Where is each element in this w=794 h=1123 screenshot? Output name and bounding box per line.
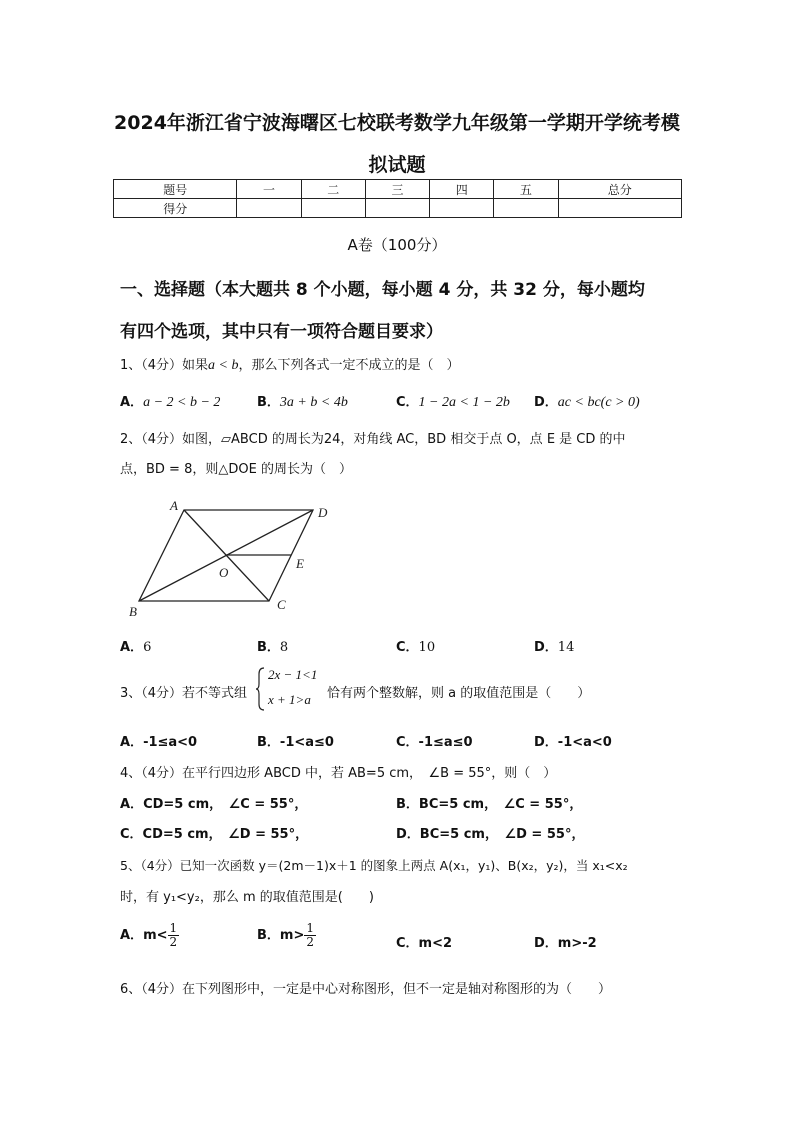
option-text: m< [143, 928, 168, 943]
option-label: B． [257, 640, 280, 655]
option-label: B． [257, 928, 280, 943]
option-label: D． [534, 640, 558, 655]
score-header-cell: 题号 [114, 180, 237, 199]
option-text: ac < bc(c > 0) [557, 395, 640, 410]
question-6-stem: 6、（4分）在下列图形中，一定是中心对称图形，但不一定是轴对称图形的为（ ） [120, 982, 612, 997]
option-text: 1 − 2a < 1 − 2b [418, 395, 510, 410]
option-text: m>-2 [557, 936, 597, 951]
option-label: A． [120, 735, 144, 750]
q4-option-c[interactable] [120, 823, 308, 842]
q2-option-c[interactable] [396, 636, 435, 655]
option-text: 14 [557, 640, 575, 655]
option-label: C． [396, 395, 419, 410]
option-label: C． [396, 735, 419, 750]
page-title-line2: 拟试题 [368, 154, 426, 176]
score-table [113, 179, 682, 218]
question-1-stem [120, 354, 460, 374]
point-label-o: O [219, 565, 229, 580]
q4-option-d[interactable] [396, 823, 584, 842]
option-label: D． [534, 735, 558, 750]
q1-option-d[interactable] [534, 391, 640, 411]
score-cell[interactable] [558, 199, 681, 218]
q3-option-c[interactable] [396, 731, 473, 750]
q5-option-d[interactable] [534, 932, 597, 951]
question-5-stem-line2: 时，有 y₁<y₂，那么 m 的取值范围是( ) [120, 890, 374, 905]
option-label: C． [396, 640, 419, 655]
option-label: A． [120, 640, 144, 655]
score-header-cell: 二 [301, 180, 365, 199]
option-text: 3a + b < 4b [279, 395, 348, 410]
option-label: C． [396, 936, 419, 951]
q1-option-b[interactable] [257, 391, 348, 411]
question-4-stem: 4、（4分）在平行四边形 ABCD 中，若 AB=5 cm， ∠B = 55°，则（ ） [120, 766, 557, 781]
question-2-stem-line2: 点，BD = 8，则△DOE 的周长为（ ） [120, 462, 352, 477]
option-text: 6 [143, 640, 152, 655]
q3-inequality-2: x + 1>a [268, 692, 311, 707]
q1-option-c[interactable] [396, 391, 510, 411]
point-label-a: A [170, 498, 178, 513]
option-text: -1<a≤0 [279, 735, 334, 750]
volume-heading: A卷（100分） [347, 236, 447, 254]
score-header-cell: 五 [494, 180, 558, 199]
option-text: CD=5 cm， ∠D = 55°， [142, 827, 309, 842]
fraction-denominator: 2 [169, 935, 178, 949]
q5-option-b[interactable] [257, 922, 316, 949]
section-heading: 一、选择题（本大题共 8 个小题，每小题 4 分，共 32 分，每小题均 [120, 280, 645, 300]
fraction-numerator: 1 [306, 921, 315, 935]
score-table-header [114, 180, 682, 199]
option-label: B． [257, 735, 280, 750]
score-cell[interactable] [430, 199, 494, 218]
option-label: A． [120, 797, 144, 812]
option-label: A． [120, 395, 144, 410]
q3-option-a[interactable] [120, 731, 197, 750]
score-table-row [114, 199, 682, 218]
score-row-label: 得分 [114, 199, 237, 218]
option-label: D． [534, 395, 558, 410]
q5-option-a[interactable] [120, 922, 179, 949]
option-text: -1≤a≤0 [418, 735, 473, 750]
q2-option-a[interactable] [120, 636, 151, 655]
option-text: -1<a<0 [557, 735, 612, 750]
fraction-denominator: 2 [306, 935, 315, 949]
q1-stem-text: ，那么下列各式一定不成立的是（ ） [238, 358, 460, 373]
option-text: 10 [418, 640, 436, 655]
q1-option-a[interactable] [120, 391, 220, 411]
point-label-b: B [129, 604, 137, 619]
parallelogram-figure [126, 498, 348, 622]
question-3-stem-a: 3、（4分）若不等式组 [120, 686, 248, 701]
option-label: B． [396, 797, 419, 812]
option-text: a − 2 < b − 2 [143, 395, 221, 410]
q4-option-a[interactable] [120, 793, 307, 812]
q3-option-b[interactable] [257, 731, 334, 750]
option-text: 8 [279, 640, 289, 655]
score-cell[interactable] [237, 199, 301, 218]
question-2-stem: 2、（4分）如图，▱ABCD 的周长为24，对角线 AC，BD 相交于点 O，点 E 是 CD 的中 [120, 432, 626, 447]
option-text: BC=5 cm， ∠D = 55°， [419, 827, 585, 842]
option-text: CD=5 cm， ∠C = 55°， [143, 797, 308, 812]
fraction [168, 922, 180, 949]
q1-stem-text: 1、（4分）如果 [120, 358, 209, 373]
score-header-cell: 三 [365, 180, 429, 199]
point-label-e: E [296, 556, 304, 571]
q5-option-c[interactable] [396, 932, 452, 951]
brace-icon [256, 666, 266, 712]
fraction-numerator: 1 [169, 921, 178, 935]
score-cell[interactable] [301, 199, 365, 218]
q4-option-b[interactable] [396, 793, 582, 812]
option-text: -1≤a<0 [143, 735, 198, 750]
option-text: m> [279, 928, 305, 943]
option-label: A． [120, 928, 144, 943]
q2-option-d[interactable] [534, 636, 574, 655]
question-3-stem-b: 恰有两个整数解，则 a 的取值范围是（ ） [327, 686, 591, 701]
option-label: C． [120, 827, 143, 842]
question-5-stem: 5、（4分）已知一次函数 y＝(2m－1)x＋1 的图象上两点 A(x₁，y₁)、B(x₂，y₂)，当 x₁<x₂ [120, 858, 628, 873]
option-label: D． [534, 936, 558, 951]
option-text: m<2 [418, 936, 453, 951]
option-label: B． [257, 395, 280, 410]
q3-inequality-1: 2x − 1<1 [268, 667, 318, 682]
option-text: BC=5 cm， ∠C = 55°， [418, 797, 583, 812]
fraction [304, 922, 316, 949]
q1-stem-math: a < b [208, 358, 239, 373]
page-title: 2024年浙江省宁波海曙区七校联考数学九年级第一学期开学统考模 [114, 112, 680, 134]
score-header-cell: 总分 [558, 180, 681, 199]
option-label: D． [396, 827, 420, 842]
score-header-cell: 一 [237, 180, 301, 199]
section-heading-line2: 有四个选项，其中只有一项符合题目要求） [120, 322, 443, 342]
q3-option-d[interactable] [534, 731, 612, 750]
q2-option-b[interactable] [257, 636, 288, 655]
score-cell[interactable] [494, 199, 558, 218]
score-cell[interactable] [365, 199, 429, 218]
score-header-cell: 四 [430, 180, 494, 199]
point-label-d: D [318, 505, 328, 520]
point-label-c: C [277, 597, 286, 612]
